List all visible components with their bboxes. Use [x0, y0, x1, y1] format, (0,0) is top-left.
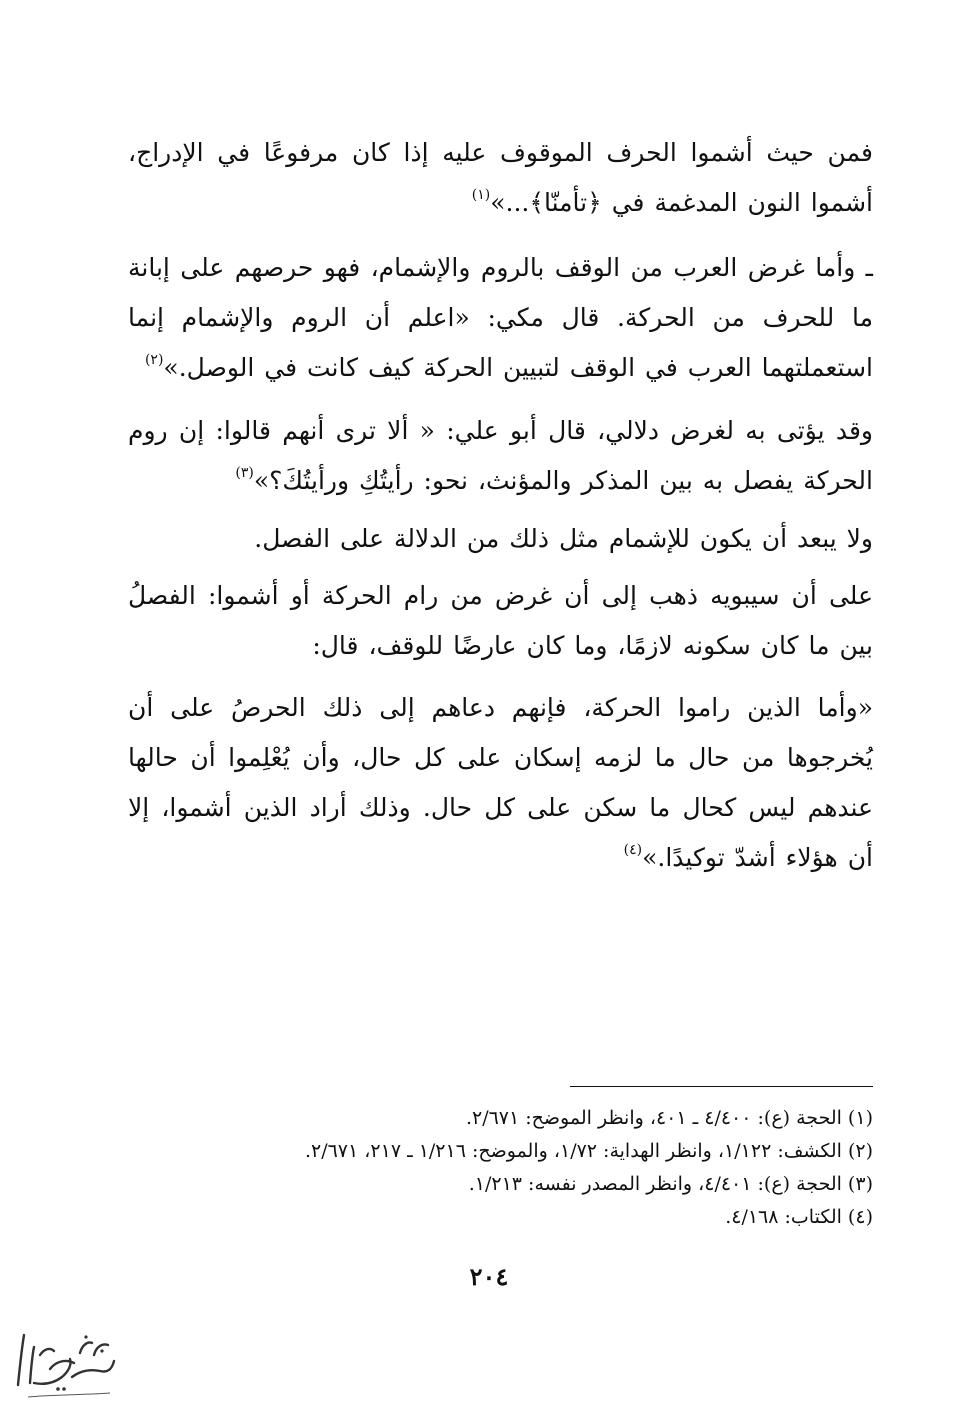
paragraph-4-text: ولا يبعد أن يكون للإشمام مثل ذلك من الدلالة على الفصل. — [254, 524, 873, 553]
footnote-1: (١) الحجة (ع): ٤/٤٠٠ ـ ٤٠١، وانظر الموضح: ٢/٦٧١. — [465, 1107, 873, 1129]
paragraph-5 — [128, 571, 873, 671]
paragraph-4 — [128, 514, 873, 564]
footnote-2: (٢) الكشف: ١/١٢٢، وانظر الهداية: ١/٧٢، والموضح: ١/٢١٦ ـ ٢١٧، ٢/٦٧١. — [304, 1140, 873, 1162]
paragraph-6 — [128, 683, 873, 883]
paragraph-5-text: على أن سيبويه ذهب إلى أن غرض من رام الحركة أو أشموا: الفصلُ بين ما كان سكونه لازمًا، وما كان عارضًا للوقف، قال: — [128, 581, 873, 660]
paragraph-3 — [128, 406, 873, 506]
footnote-4: (٤) الكتاب: ٤/١٦٨. — [725, 1206, 873, 1228]
footnote-separator — [570, 1086, 873, 1087]
paragraph-3-text: وقد يؤتى به لغرض دلالي، قال أبو علي: « ألا ترى أنهم قالوا: إن روم الحركة يفصل به بين المذكر والمؤنث، نحو: رأيتُكِ ورأيتُكَ؟» — [128, 416, 873, 495]
paragraph-2-text: ـ وأما غرض العرب من الوقف بالروم والإشمام، فهو حرصهم على إبانة ما للحرف من الحركة. قال مكي: «اعلم أن الروم والإشمام إنما استعملتهما العرب في الوقف لتبيين الحركة كيف كانت في الوصل.» — [128, 253, 873, 382]
calligraphy-logo — [10, 1325, 120, 1405]
footnotes — [150, 1102, 873, 1234]
paragraph-1 — [128, 128, 873, 228]
footnote-ref-2: (٢) — [144, 352, 164, 368]
footnote-ref-3: (٣) — [235, 465, 254, 481]
paragraph-2 — [128, 243, 873, 393]
page-number: ٢٠٤ — [469, 1262, 509, 1291]
paragraph-6-text: «وأما الذين راموا الحركة، فإنهم دعاهم إلى ذلك الحرصُ على أن يُخرجوها من حال ما لزمه إسكان على كل حال، وأن يُعْلِموا أن حالها عندهم ليس كحال ما سكن على كل حال. وذلك أراد الذين أشموا، إلا أن هؤلاء أشدّ توكيدًا.» — [128, 693, 873, 872]
footnote-3: (٣) الحجة (ع): ٤/٤٠١، وانظر المصدر نفسه: ١/٢١٣. — [468, 1173, 873, 1195]
footnote-ref-1: (١) — [471, 187, 491, 203]
paragraph-1-text: فمن حيث أشموا الحرف الموقوف عليه إذا كان مرفوعًا في الإدراج، أشموا النون المدغمة في ﴿تأمنّا﴾...» — [128, 138, 873, 217]
footnote-ref-4: (٤) — [623, 842, 643, 858]
